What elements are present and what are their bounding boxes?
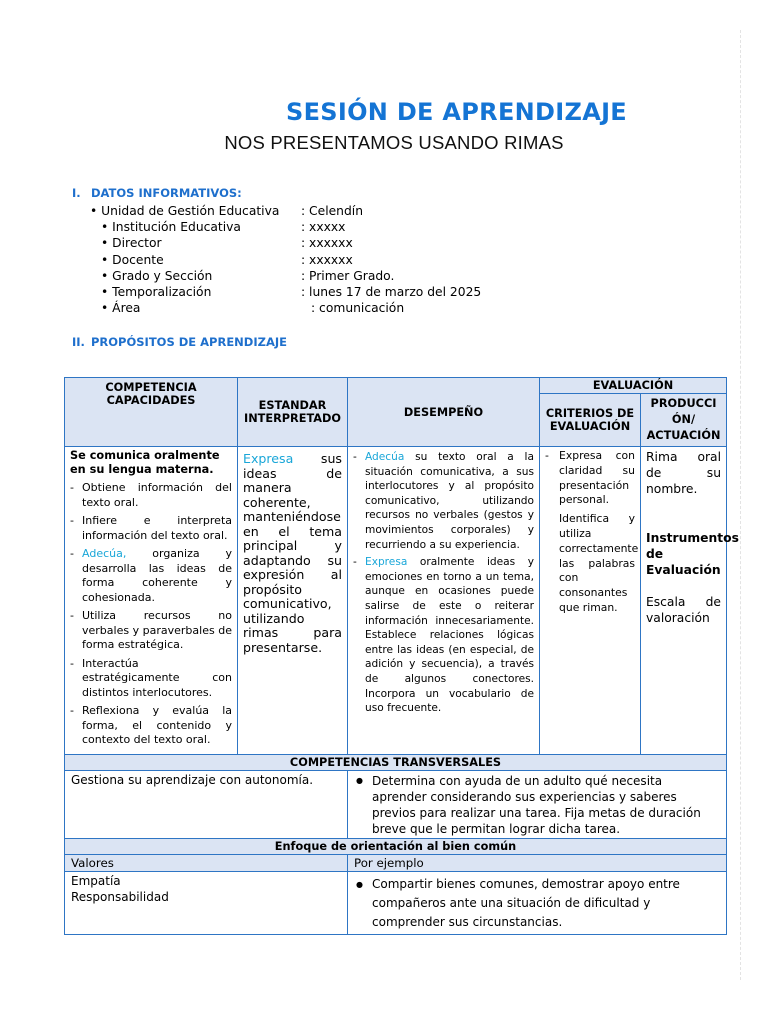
- criterio-item: Identifica y utiliza correctamente las palabras con consonantes que riman.: [559, 512, 639, 614]
- enfoque-ejemplo-list: [354, 875, 720, 932]
- competencia-title: Se comunica oralmente en su lengua materna.: [70, 449, 220, 476]
- info-label: • Director: [101, 236, 162, 250]
- header-produccion: PRODUCCI ÓN/ ACTUACIÓN: [641, 394, 727, 447]
- capacidad-item: - Obtiene información del texto oral.: [70, 481, 232, 510]
- info-value: : Celendín: [301, 204, 363, 218]
- section-title: DATOS INFORMATIVOS:: [91, 186, 242, 200]
- desempenos-list: [353, 450, 534, 716]
- section-heading-datos: [72, 186, 242, 200]
- info-value: : lunes 17 de marzo del 2025: [301, 285, 482, 299]
- section-number: I.: [72, 186, 81, 200]
- enfoque-row: [65, 872, 727, 935]
- enfoque-columns-row: [65, 855, 727, 872]
- info-label: • Unidad de Gestión Educativa: [90, 204, 280, 218]
- transversal-competencia: Gestiona su aprendizaje con autonomía.: [65, 771, 348, 839]
- document-subtitle: NOS PRESENTAMOS USANDO RIMAS: [224, 132, 564, 153]
- header-desempeno: DESEMPEÑO: [348, 378, 540, 447]
- enfoque-valores-cell: [65, 872, 348, 935]
- valor-item: Responsabilidad: [71, 890, 169, 904]
- capacidad-item: - Reflexiona y evalúa la forma, el contenido y contexto del texto oral.: [70, 704, 232, 748]
- info-label: • Institución Educativa: [101, 220, 241, 234]
- info-label: • Docente: [101, 253, 164, 267]
- enfoque-heading: Enfoque de orientación al bien común: [65, 839, 727, 855]
- transversales-heading-row: [65, 755, 727, 771]
- instrumento-text: Escala de valoración: [646, 595, 722, 625]
- cell-desempeno: [348, 447, 540, 755]
- capacidades-list: [70, 481, 232, 748]
- section-number: II.: [72, 335, 85, 349]
- propositos-table: [64, 377, 739, 935]
- transversal-desempeno-cell: [348, 771, 727, 839]
- transversales-heading: COMPETENCIAS TRANSVERSALES: [65, 755, 727, 771]
- producto-text: Rima oral de su nombre.: [646, 450, 722, 496]
- capacidad-item: - Interactúa estratégicamente con distintos interlocutores.: [70, 657, 232, 701]
- capacidad-item: - Infiere e interpreta información del texto oral.: [70, 514, 232, 543]
- enfoque-ejemplo-cell: [348, 872, 727, 935]
- transversal-desempeno-list: [354, 773, 720, 837]
- info-value: : xxxxxx: [301, 253, 353, 267]
- enfoque-col-ejemplo: Por ejemplo: [348, 855, 727, 872]
- cell-produccion: [641, 447, 739, 755]
- enfoque-heading-row: [65, 839, 727, 855]
- info-label: • Área: [101, 301, 141, 315]
- capacidad-item: - Adecúa, organiza y desarrolla las ideas de forma coherente y cohesionada.: [70, 547, 232, 605]
- info-label: • Grado y Sección: [101, 269, 213, 283]
- cell-criterios: [540, 447, 641, 755]
- instrumento-label: Instrumentos de Evaluación: [646, 531, 739, 577]
- desempeno-item: - Expresa oralmente ideas y emociones en torno a un tema, aunque en ocasiones puede salirse de este o reiterar información innecesariamente. Establece relaciones lógicas entre las ideas (en especial, de adición y secuencia), a través de algunos conectores. Incorpora un vocabulario de uso frecuente.: [353, 555, 534, 716]
- cell-competencia: [65, 447, 238, 755]
- info-label: • Temporalización: [101, 285, 212, 299]
- table-row-content: [65, 447, 727, 755]
- criterio-item: - Expresa con claridad su presentación personal.: [545, 449, 635, 508]
- header-criterios: CRITERIOS DE EVALUACIÓN: [540, 394, 641, 447]
- enfoque-ejemplo-item: ● Compartir bienes comunes, demostrar apoyo entre compañeros ante una situación de dificultad y comprender sus circunstancias.: [354, 875, 720, 932]
- header-estandar: ESTANDAR INTERPRETADO: [238, 378, 348, 447]
- valor-item: Empatía: [71, 874, 121, 888]
- enfoque-col-valores: Valores: [65, 855, 348, 872]
- document-title: SESIÓN DE APRENDIZAJE: [286, 98, 627, 126]
- header-evaluacion: EVALUACIÓN: [540, 378, 727, 394]
- info-value: : comunicación: [311, 301, 405, 315]
- criterios-list: [545, 449, 639, 616]
- info-value: : Primer Grado.: [301, 269, 395, 283]
- estandar-text: Expresa sus ideas de manera coherente, manteniéndose en el tema principal y adaptando su expresión al propósito comunicativo, utilizando rimas para presentarse.: [243, 451, 342, 655]
- section-title: PROPÓSITOS DE APRENDIZAJE: [91, 335, 287, 349]
- info-value: : xxxxxx: [301, 236, 353, 250]
- transversal-desempeno-item: ● Determina con ayuda de un adulto qué necesita aprender considerando sus experiencias y saberes previos para realizar una tarea. Fija metas de duración breve que le permitan lograr dicha tarea.: [354, 773, 720, 837]
- desempeno-item: - Adecúa su texto oral a la situación comunicativa, a sus interlocutores y al propósito comunicativo, utilizando recursos no verbales (gestos y movimientos corporales) y recurriendo a su experiencia.: [353, 450, 534, 552]
- info-value: : xxxxx: [301, 220, 346, 234]
- cell-estandar: [238, 447, 348, 755]
- capacidad-item: - Utiliza recursos no verbales y paraverbales de forma estratégica.: [70, 609, 232, 653]
- transversales-row: [65, 771, 727, 839]
- table-header-row: [65, 378, 727, 394]
- header-competencia: COMPETENCIA CAPACIDADES: [65, 378, 238, 447]
- section-heading-propositos: [72, 335, 287, 349]
- page-edge-guide: [740, 30, 741, 980]
